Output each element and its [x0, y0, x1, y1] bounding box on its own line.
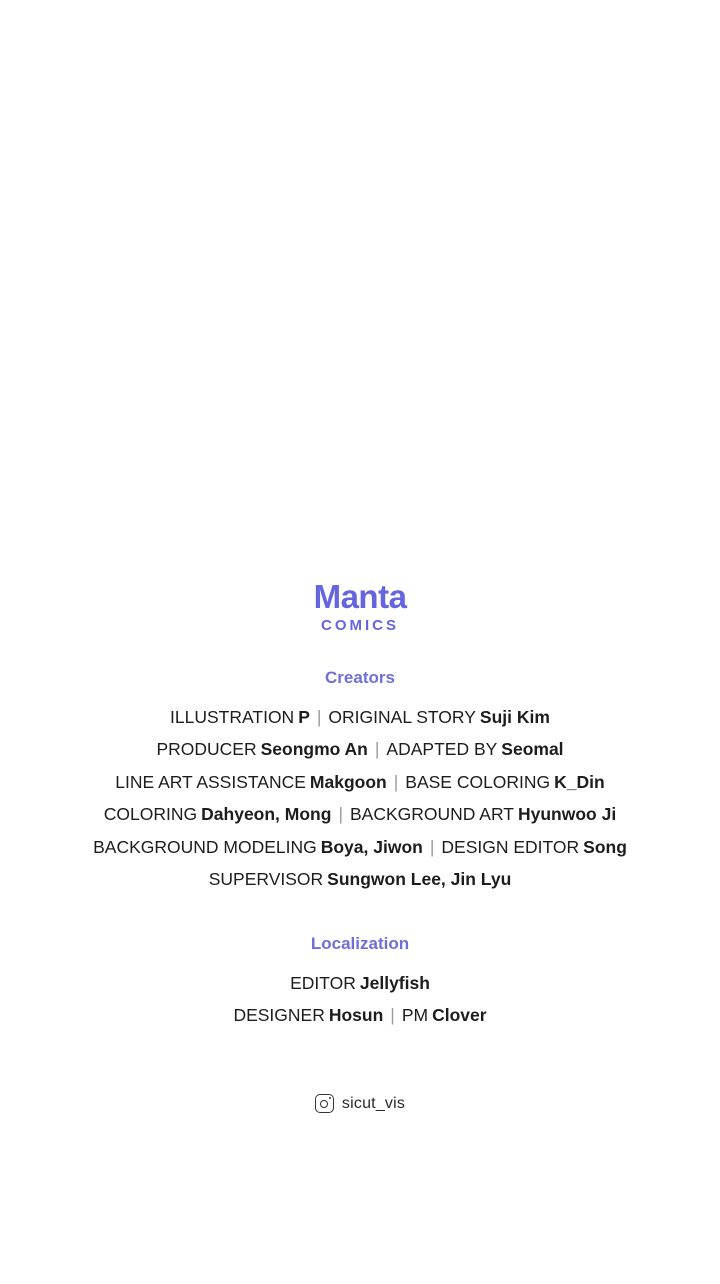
credit-name: Jellyfish: [359, 972, 430, 993]
credit-line: [233, 999, 486, 1032]
credit-separator: |: [390, 1005, 395, 1026]
creators-heading: Creators: [325, 667, 395, 687]
credit-line: [93, 798, 627, 831]
brand-name: Manta: [313, 578, 407, 615]
credit-name: P: [298, 706, 310, 727]
credit-role: ILLUSTRATION: [170, 706, 295, 727]
credit-line: [93, 863, 627, 896]
instagram-icon: [315, 1094, 334, 1113]
credit-line: [233, 967, 486, 1000]
credit-role: BACKGROUND ART: [349, 804, 514, 825]
credit-role: PM: [401, 1005, 429, 1026]
credit-role: COLORING: [103, 804, 198, 825]
creators-section: [93, 668, 627, 896]
localization-list: [233, 967, 486, 1032]
credit-separator: |: [429, 836, 435, 857]
credit-line: [93, 766, 627, 799]
credit-name: Seongmo An: [260, 739, 368, 760]
credit-role: LINE ART ASSISTANCE: [115, 771, 306, 792]
credit-name: Seomal: [501, 739, 564, 760]
credit-separator: |: [316, 706, 322, 727]
social-handle-row[interactable]: [315, 1094, 405, 1113]
credit-name: Boya, Jiwon: [320, 836, 423, 857]
credit-name: Makgoon: [309, 771, 387, 792]
credit-role: DESIGN EDITOR: [441, 836, 580, 857]
credit-name: Song: [583, 836, 627, 857]
credit-separator: |: [374, 739, 380, 760]
credit-role: PRODUCER: [156, 739, 257, 760]
brand-subtitle: COMICS: [321, 616, 399, 634]
creators-list: [93, 701, 627, 896]
credit-name: Sungwon Lee, Jin Lyu: [327, 869, 512, 890]
credit-name: Hosun: [328, 1005, 384, 1026]
credit-role: ORIGINAL STORY: [328, 706, 476, 727]
credit-role: BACKGROUND MODELING: [93, 836, 317, 857]
credit-name: K_Din: [554, 771, 605, 792]
credit-name: Hyunwoo Ji: [518, 804, 617, 825]
credit-role: SUPERVISOR: [208, 869, 324, 890]
social-handle-text: sicut_vis: [341, 1094, 406, 1112]
credit-role: EDITOR: [290, 972, 356, 993]
localization-heading: Localization: [310, 933, 410, 953]
credit-role: BASE COLORING: [405, 771, 551, 792]
credit-name: Clover: [432, 1005, 487, 1026]
credit-name: Suji Kim: [479, 706, 550, 727]
credit-role: ADAPTED BY: [386, 739, 498, 760]
credit-separator: |: [338, 804, 343, 825]
localization-section: [233, 934, 486, 1032]
credit-name: Dahyeon, Mong: [201, 804, 332, 825]
credit-separator: |: [393, 771, 399, 792]
credit-role: DESIGNER: [233, 1005, 325, 1026]
credit-line: [93, 701, 627, 734]
credit-line: [93, 831, 627, 864]
manta-logo: [314, 580, 407, 634]
credit-line: [93, 733, 627, 766]
